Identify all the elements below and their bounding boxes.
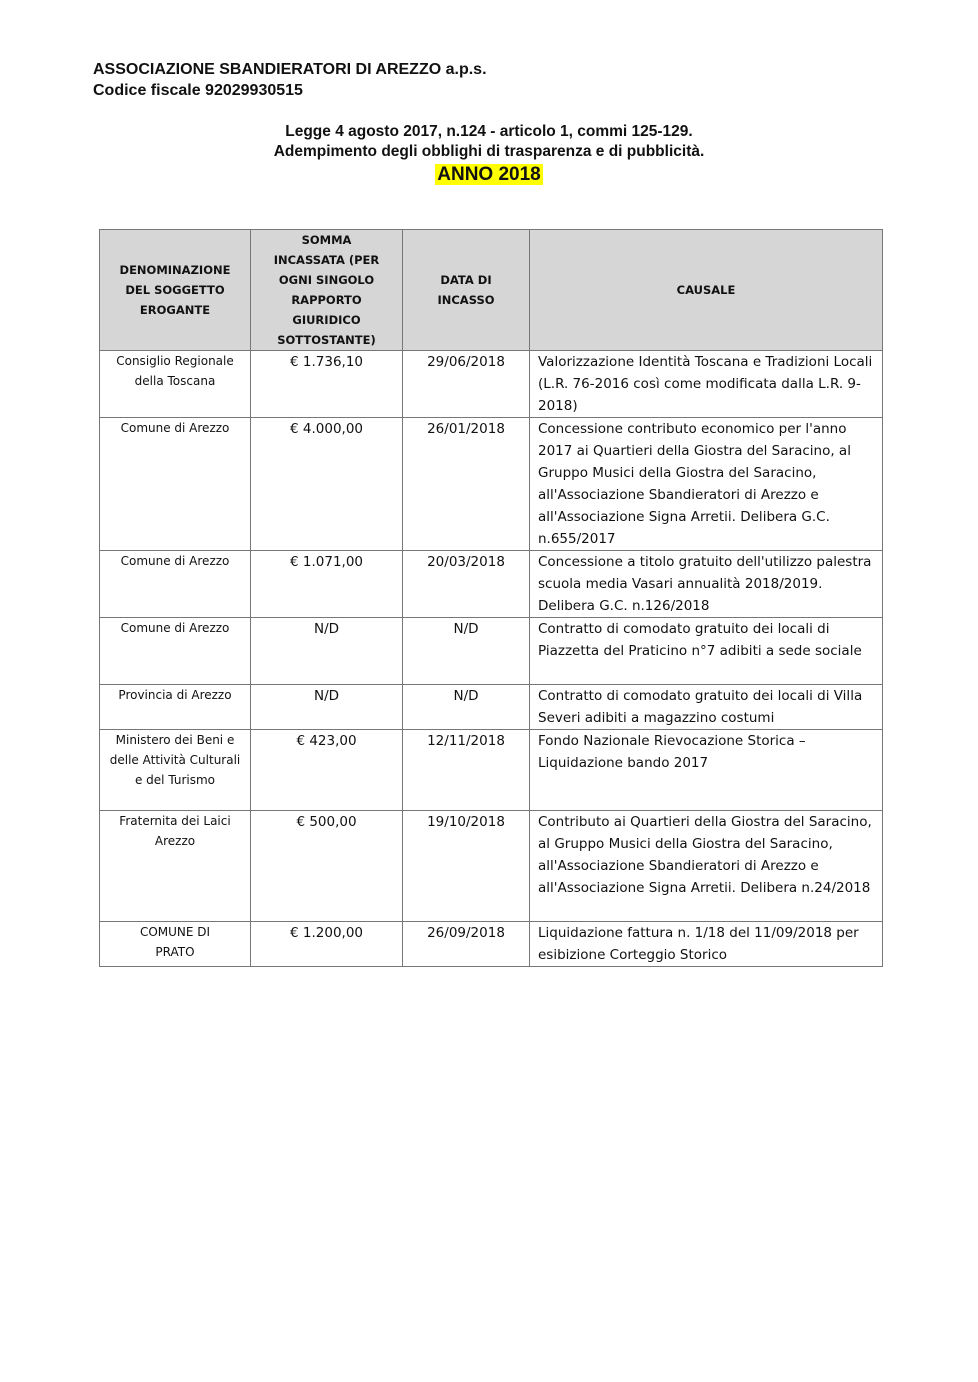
year-title: ANNO 2018 (437, 164, 541, 185)
cell-entity: Comune di Arezzo (100, 418, 251, 551)
table-row (100, 551, 883, 618)
cell-date: 12/11/2018 (403, 730, 530, 811)
cell-entity: Comune di Arezzo (100, 551, 251, 618)
table-row (100, 685, 883, 730)
table-row (100, 730, 883, 811)
document-header (93, 59, 487, 101)
cell-date: 26/09/2018 (403, 922, 530, 967)
cell-amount: € 423,00 (251, 730, 403, 811)
cell-amount: € 1.736,10 (251, 351, 403, 418)
cell-date: N/D (403, 618, 530, 685)
cell-cause: Concessione a titolo gratuito dell'utilizzo palestra scuola media Vasari annualità 2018/2019. Delibera G.C. n.126/2018 (530, 551, 883, 618)
header-cause: CAUSALE (530, 230, 883, 351)
tax-code: Codice fiscale 92029930515 (93, 82, 303, 99)
cell-amount: N/D (251, 618, 403, 685)
cell-date: N/D (403, 685, 530, 730)
cell-cause: Valorizzazione Identità Toscana e Tradizioni Locali (L.R. 76-2016 così come modificata dalla L.R. 9-2018) (530, 351, 883, 418)
cell-entity: Ministero dei Beni e delle Attività Culturali e del Turismo (100, 730, 251, 811)
cell-entity: Fraternita dei Laici Arezzo (100, 811, 251, 922)
cell-date: 20/03/2018 (403, 551, 530, 618)
law-line-2: Adempimento degli obblighi di trasparenza e di pubblicità. (273, 143, 705, 160)
cell-amount: € 1.071,00 (251, 551, 403, 618)
cell-entity: Comune di Arezzo (100, 618, 251, 685)
table-row (100, 418, 883, 551)
table-header-row (100, 230, 883, 351)
header-amount: SOMMA INCASSATA (PER OGNI SINGOLO RAPPORTO GIURIDICO SOTTOSTANTE) (251, 230, 403, 351)
year-title-wrap (0, 163, 978, 187)
cell-amount: € 500,00 (251, 811, 403, 922)
cell-cause: Contratto di comodato gratuito dei locali di Piazzetta del Praticino n°7 adibiti a sede sociale (530, 618, 883, 685)
header-entity: DENOMINAZIONE DEL SOGGETTO EROGANTE (100, 230, 251, 351)
law-reference (0, 122, 978, 162)
cell-cause: Concessione contributo economico per l'anno 2017 ai Quartieri della Giostra del Saracino, al Gruppo Musici della Giostra del Saracino, all'Associazione Sbandieratori di Arezzo e all'Associazione Signa Arretii. Delibera G.C. n.655/2017 (530, 418, 883, 551)
cell-entity: Consiglio Regionale della Toscana (100, 351, 251, 418)
table-row (100, 618, 883, 685)
cell-amount: € 4.000,00 (251, 418, 403, 551)
cell-cause: Contributo ai Quartieri della Giostra del Saracino, al Gruppo Musici della Giostra del Saracino, all'Associazione Sbandieratori di Arezzo e all'Associazione Signa Arretii. Delibera n.24/2018 (530, 811, 883, 922)
cell-amount: € 1.200,00 (251, 922, 403, 967)
transparency-table (99, 229, 883, 967)
cell-date: 26/01/2018 (403, 418, 530, 551)
law-line-1: Legge 4 agosto 2017, n.124 - articolo 1, commi 125-129. (285, 123, 693, 140)
cell-date: 19/10/2018 (403, 811, 530, 922)
cell-cause: Fondo Nazionale Rievocazione Storica – Liquidazione bando 2017 (530, 730, 883, 811)
cell-cause: Contratto di comodato gratuito dei locali di Villa Severi adibiti a magazzino costumi (530, 685, 883, 730)
table-row (100, 351, 883, 418)
header-date: DATA DI INCASSO (403, 230, 530, 351)
table-row (100, 811, 883, 922)
table-row (100, 922, 883, 967)
org-name: ASSOCIAZIONE SBANDIERATORI DI AREZZO a.p.s. (93, 61, 487, 78)
cell-cause: Liquidazione fattura n. 1/18 del 11/09/2018 per esibizione Corteggio Storico (530, 922, 883, 967)
cell-entity: COMUNE DI PRATO (100, 922, 251, 967)
cell-date: 29/06/2018 (403, 351, 530, 418)
cell-amount: N/D (251, 685, 403, 730)
cell-entity: Provincia di Arezzo (100, 685, 251, 730)
